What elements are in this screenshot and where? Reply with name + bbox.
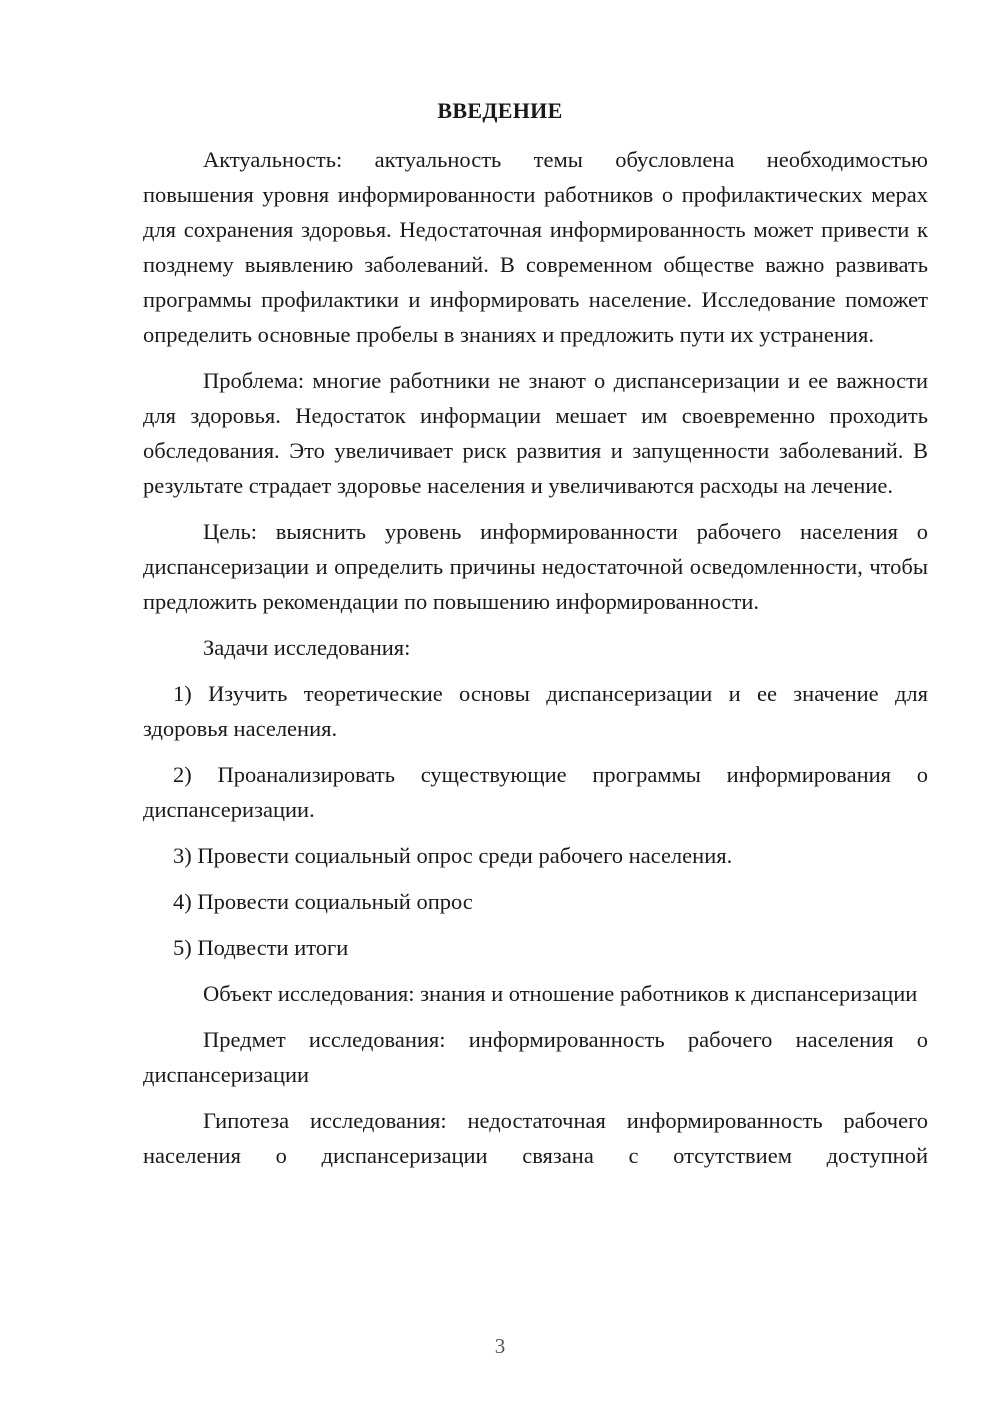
paragraph-subject: Предмет исследования: информированность рабочего населения о диспансеризации (143, 1027, 928, 1087)
task-item-4: 4) Провести социальный опрос (173, 889, 473, 914)
paragraph-tasks-heading: Задачи исследования: (203, 635, 411, 660)
paragraph-problem: Проблема: многие работники не знают о диспансеризации и ее важности для здоровья. Недостаток информации мешает им своевременно проходить обследования. Это увеличивает риск развития и запущенности заболеваний. В результате страдает здоровье населения и увеличиваются расходы на лечение. (143, 368, 928, 498)
paragraph-object: Объект исследования: знания и отношение работников к диспансеризации (203, 981, 918, 1006)
paragraph-hypothesis: Гипотеза исследования: недостаточная информированность рабочего населения о диспансеризации связана с отсутствием доступной (143, 1108, 928, 1168)
section-heading: ВВЕДЕНИЕ (437, 98, 563, 123)
task-item-3: 3) Провести социальный опрос среди рабочего населения. (173, 843, 733, 868)
page-number: 3 (494, 1334, 506, 1358)
paragraph-relevance: Актуальность: актуальность темы обусловлена необходимостью повышения уровня информированности работников о профилактических мерах для сохранения здоровья. Недостаточная информированность может привести к позднему выявлению заболеваний. В современном обществе важно развивать программы профилактики и информировать население. Исследование поможет определить основные пробелы в знаниях и предложить пути их устранения. (143, 147, 928, 347)
task-item-5: 5) Подвести итоги (173, 935, 349, 960)
task-item-2: 2) Проанализировать существующие программы информирования о диспансеризации. (143, 762, 928, 822)
document-body (143, 142, 928, 1184)
paragraph-goal: Цель: выяснить уровень информированности рабочего населения о диспансеризации и определить причины недостаточной осведомленности, чтобы предложить рекомендации по повышению информированности. (143, 519, 928, 614)
task-item-1: 1) Изучить теоретические основы диспансеризации и ее значение для здоровья населения. (143, 681, 928, 741)
